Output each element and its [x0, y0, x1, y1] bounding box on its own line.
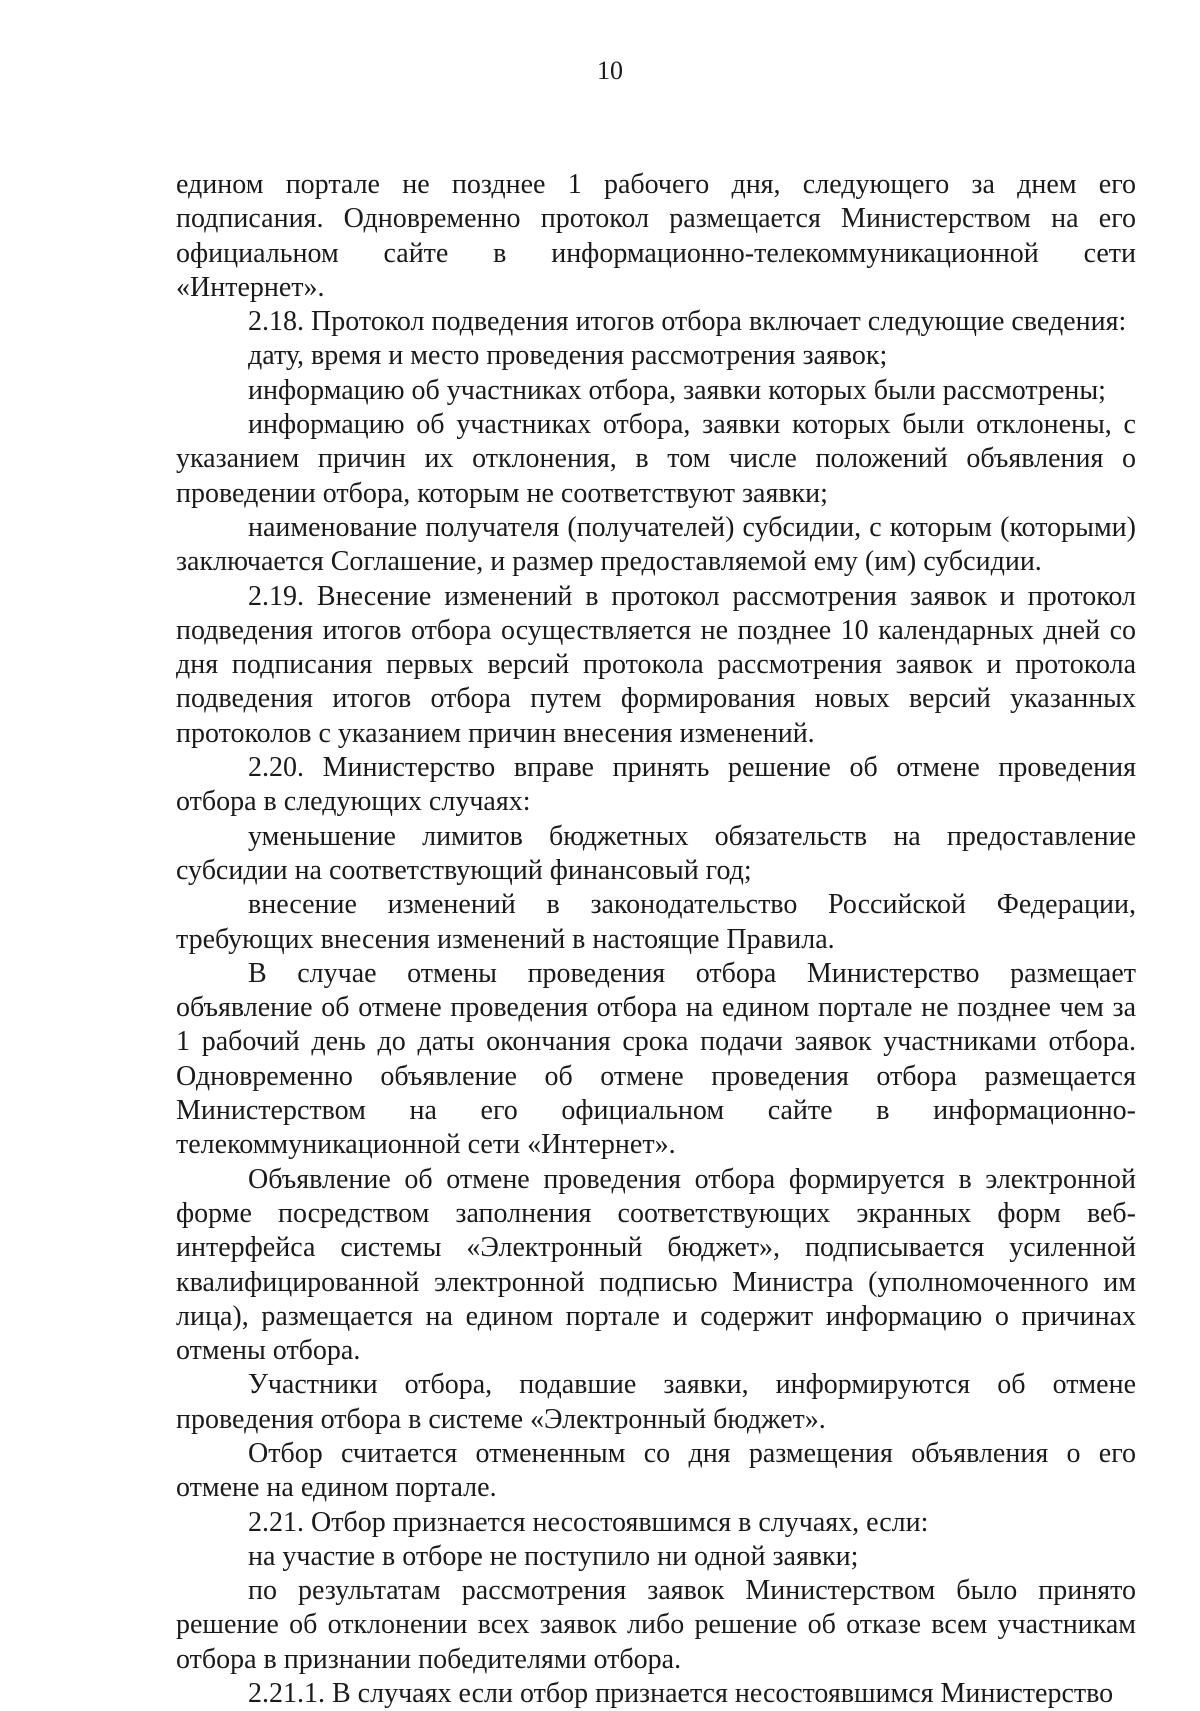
paragraph-2-20: 2.20. Министерство вправе принять решение об отмене проведения отбора в следующих случаях: [176, 752, 1136, 818]
paragraph-2-21-1: 2.21.1. В случаях если отбор признается несостоявшимся Министерство [248, 1678, 1114, 1710]
page-number: 10 [597, 56, 623, 85]
list-item: наименование получателя (получателей) субсидии, с которым (которыми) заключается Соглашение, и размер предоставляемой ему (им) субсидии. [176, 511, 1136, 578]
list-item: уменьшение лимитов бюджетных обязательств на предоставление субсидии на соответствующий финансовый год; [176, 820, 1136, 886]
paragraph: Участники отбора, подавшие заявки, информируются об отмене проведения отбора в системе «Электронный бюджет». [176, 1369, 1136, 1435]
paragraph-2-21: 2.21. Отбор признается несостоявшимся в случаях, если: [248, 1506, 929, 1538]
paragraph: Объявление об отмене проведения отбора формируется в электронной форме посредством заполнения соответствующих экранных форм веб-интерфейса системы «Электронный бюджет», подписывается усиленной квалифицированной электронной подписью Министра (уполномоченного им лица), размещается на едином портале и содержит информацию о причинах отмены отбора. [176, 1163, 1136, 1367]
document-body [176, 168, 1136, 1711]
list-item: информацию об участниках отбора, заявки которых были рассмотрены; [248, 374, 1106, 406]
paragraph: В случае отмены проведения отбора Министерство размещает объявление об отмене проведения отбора на едином портале не позднее чем за 1 рабочий день до даты окончания срока подачи заявок участниками отбора. Одновременно объявление об отмене проведения отбора размещается Министерством на его официальном сайте в информационно-телекоммуникационной сети «Интернет». [176, 957, 1136, 1161]
list-item: внесение изменений в законодательство Российской Федерации, требующих внесения изменений в настоящие Правила. [176, 889, 1136, 955]
paragraph-2-18: 2.18. Протокол подведения итогов отбора включает следующие сведения: [248, 306, 1127, 338]
list-item: на участие в отборе не поступило ни одной заявки; [248, 1540, 859, 1572]
paragraph-continuation: едином портале не позднее 1 рабочего дня, следующего за днем его подписания. Одновременно протокол размещается Министерством на его официальном сайте в информационно-телекоммуникационной сети «Интернет». [176, 169, 1136, 303]
paragraph: Отбор считается отмененным со дня размещения объявления о его отмене на едином портале. [176, 1437, 1136, 1504]
list-item: дату, время и место проведения рассмотрения заявок; [248, 340, 888, 372]
list-item: по результатам рассмотрения заявок Министерством было принято решение об отклонении всех заявок либо решение об отказе всем участникам отбора в признании победителями отбора. [176, 1575, 1136, 1675]
list-item: информацию об участниках отбора, заявки которых были отклонены, с указанием причин их отклонения, в том числе положений объявления о проведении отбора, которым не соответствуют заявки; [176, 409, 1136, 509]
paragraph-2-19: 2.19. Внесение изменений в протокол рассмотрения заявок и протокол подведения итогов отбора осуществляется не позднее 10 календарных дней со дня подписания первых версий протокола рассмотрения заявок и протокола подведения итогов отбора путем формирования новых версий указанных протоколов с указанием причин внесения изменений. [176, 580, 1136, 749]
